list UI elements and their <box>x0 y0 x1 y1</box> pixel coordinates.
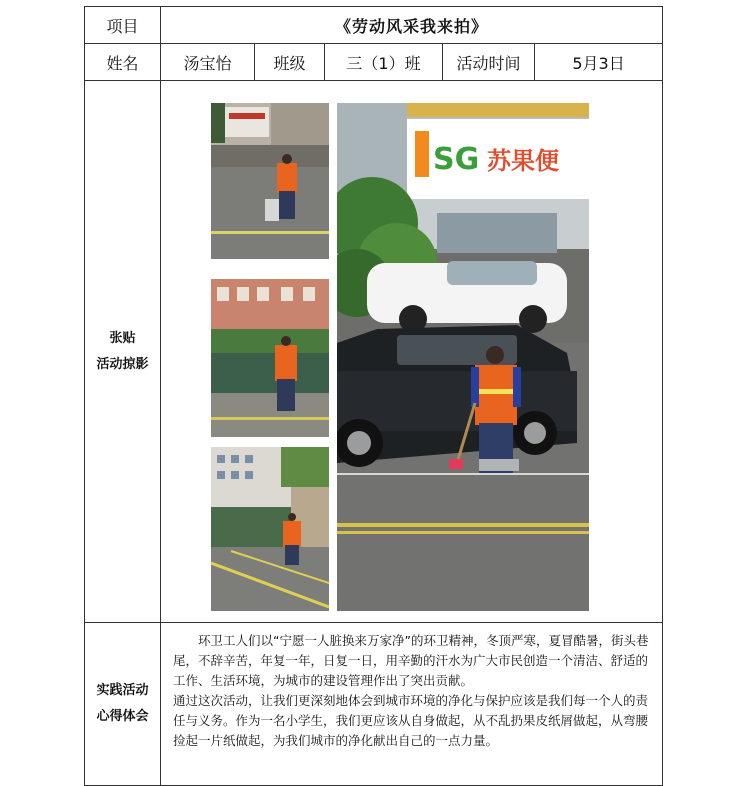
name-value: 汤宝怡 <box>161 44 255 81</box>
photos-label <box>85 81 161 623</box>
photos-row <box>85 81 663 623</box>
reflection-label-line2: 心得体会 <box>96 709 149 724</box>
time-value: 5月3日 <box>535 44 663 81</box>
info-row <box>85 44 663 81</box>
class-value: 三（1）班 <box>325 44 443 81</box>
class-label: 班级 <box>255 44 325 81</box>
street-sweeping-photo-1 <box>211 103 329 259</box>
reflection-paragraph-2: 通过这次活动，让我们更深刻地体会到城市环境的净化与保护应该是我们每一个人的责任与义务。作为一名小学生，我们更应该从自身做起，从不乱扔果皮纸屑做起，从弯腰捡起一片纸做起，为我们城市的净化献出自己的一点力量。 <box>173 693 649 748</box>
street-sweeping-photo-3 <box>211 447 329 611</box>
reflection-label <box>85 623 161 786</box>
photos-label-line1: 张贴 <box>109 330 136 346</box>
item-title: 《劳动风采我来拍》 <box>161 7 663 44</box>
reflection-row <box>85 623 663 786</box>
street-sweeping-photo-2 <box>211 279 329 437</box>
reflection-text <box>161 623 663 786</box>
store-logo: SG <box>433 142 480 177</box>
photos-label-line2: 活动掠影 <box>96 356 149 372</box>
item-label: 项目 <box>85 7 161 44</box>
time-label: 活动时间 <box>443 44 535 81</box>
project-row <box>85 7 663 44</box>
activity-form <box>84 6 663 786</box>
street-sweeping-photo-main <box>337 103 589 611</box>
photos-cell <box>161 81 663 623</box>
name-label: 姓名 <box>85 44 161 81</box>
reflection-paragraph-1: 环卫工人们以“宁愿一人脏换来万家净”的环卫精神，冬顶严寒，夏冒酷暑，街头巷尾，不辞辛苦，年复一年，日复一日，用辛勤的汗水为广大市民创造一个清洁、舒适的工作、生活环境，为城市的建设管理作出了突出贡献。 <box>173 633 649 688</box>
reflection-label-line1: 实践活动 <box>96 683 149 698</box>
store-sign-text: 苏果便 <box>487 147 559 175</box>
